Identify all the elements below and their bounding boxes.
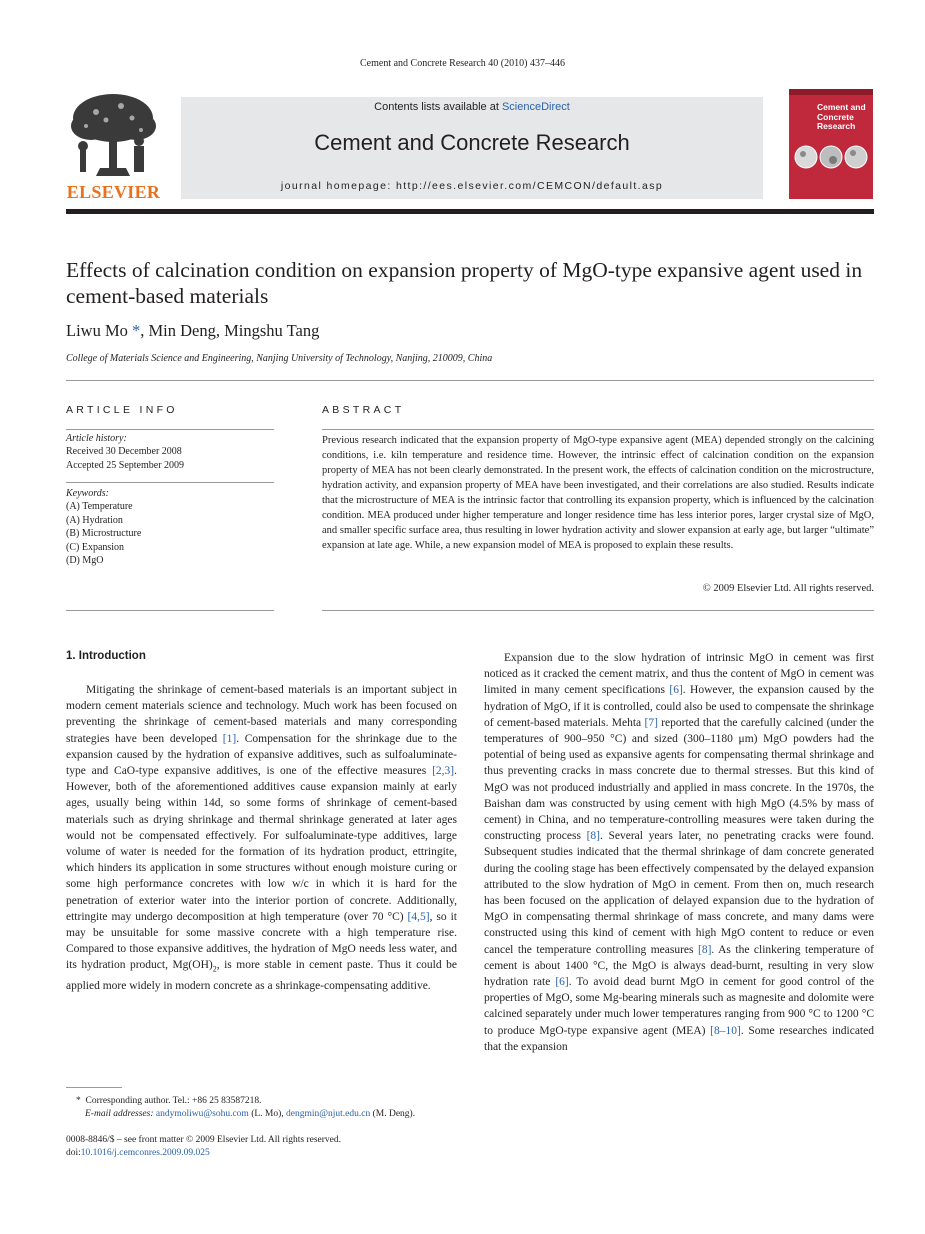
abstract-rule: [322, 429, 874, 430]
journal-homepage[interactable]: journal homepage: http://ees.elsevier.com/CEMCON/default.asp: [280, 180, 664, 192]
subscript: 2: [212, 964, 217, 974]
abstract-copyright: © 2009 Elsevier Ltd. All rights reserved.: [702, 583, 874, 594]
citation-link[interactable]: [6]: [669, 684, 683, 697]
citation-link[interactable]: [4,5]: [407, 910, 430, 923]
text-run: . Some researches indicated that the expansion: [484, 1024, 874, 1053]
elsevier-wordmark: ELSEVIER: [66, 182, 161, 202]
doi-link[interactable]: 10.1016/j.cemconres.2009.09.025: [80, 1148, 210, 1158]
sciencedirect-link[interactable]: ScienceDirect: [501, 101, 570, 113]
footnote-mark: *: [76, 1096, 81, 1106]
abstract-bottom-rule: [322, 610, 874, 611]
contents-prefix: Contents lists available at: [374, 101, 502, 113]
author-rest: , Min Deng, Mingshu Tang: [140, 321, 320, 340]
cover-title: Cement and Concrete Research: [817, 102, 866, 131]
text-run: . However, both of the aforementioned additives cause expansion mainly at early ages, usually being within 14d, so some forms of shrinkage of cement-based materials such as drying shrinkage and thermal shrinkage generated at later ages would not be compensated effectively. For sulfoaluminate-type additives, large volume of water is needed for the formation of its hydration product, ettringite, which hinders its application in some structures without enough moisture curing or some high performance concretes with low w/c in which it is hard for the penetration of exterior water into the interior portion of concrete. Additionally, ettringite may undergo decomposition at high temperature (over 70 °C): [66, 765, 457, 923]
keyword-item: (A) Temperature: [66, 501, 133, 513]
text-run: . As the clinkering temperature of cement is about 1400 °C, the MgO is always dead-burnt, resulting in very slow hydration rate: [484, 943, 874, 989]
citation-link[interactable]: [7]: [644, 716, 658, 729]
text-run: , so it may be unsuitable for some massive concrete with a high temperature rise. Compared to those expansive additives, the hydration of MgO needs less water, and its hydration product, Mg(OH): [66, 910, 457, 972]
article-info-heading: ARTICLE INFO: [66, 404, 178, 416]
text-run: Mitigating the shrinkage of cement-based materials is an important subject in modern cement materials science and technology. Much work has been focused on preventing the shrinkage of cement-based materials and many corresponding strategies have been developed: [66, 684, 457, 745]
keyword-item: (D) MgO: [66, 555, 104, 567]
author-first: Liwu Mo: [66, 321, 132, 340]
citation-link[interactable]: [2,3]: [432, 765, 455, 778]
cover-strip: [789, 89, 873, 95]
intro-left-column: [66, 682, 457, 994]
keywords-rule: [66, 482, 274, 483]
citation-link[interactable]: [8]: [586, 830, 600, 843]
text-run: . To avoid dead burnt MgO in cement for good control of the properties of MgO, some Mg-bearing minerals such as magnesite and dolomite were calcined separately under much lower temperatures ranging from 900 °C to 1200 °C to produce MgO-type expansive agent (MEA): [484, 976, 875, 1037]
issn-line: 0008-8846/$ – see front matter © 2009 Elsevier Ltd. All rights reserved.: [66, 1135, 342, 1145]
abstract-heading: ABSTRACT: [322, 404, 405, 416]
keyword-item: (C) Expansion: [66, 541, 125, 553]
cover-micrographs-icon: [793, 144, 869, 170]
elsevier-logo: [66, 88, 161, 203]
front-matter: [66, 1134, 486, 1160]
journal-cover: [789, 89, 873, 199]
doi-label: doi:: [66, 1148, 81, 1158]
keywords-block: [66, 487, 274, 567]
article-info-rule: [66, 429, 274, 430]
journal-citation: Cement and Concrete Research 40 (2010) 437–446: [360, 58, 565, 69]
abstract-text: Previous research indicated that the expansion property of MgO-type expansive agent (MEA) depended strongly on the calcining conditions, i.e. kiln temperature and residence time. However, the intrinsic effect of calcination condition on the expansion property of MEA has not been clearly demonstrated. In the present work, the effects of calcination condition on the microstructure, hydration activity, and expansion property of MEA have been investigated, and their correlations are also studied. Results indicate that the microstructure of MEA is the intrinsic factor that controlling its expansion property, which is influenced by the calcination condition. MEA produced under higher temperature and longer residence time has less interior pores, larger crystal size of MgO, and smaller specific surface area, thus resulting in lower hydration activity and slower expansion at early age, but larger “ultimate” expansion at late age. While, a new expansion model of MEA is proposed to explain these results.: [322, 435, 874, 551]
history-label: Article history:: [66, 433, 127, 444]
text-run: Expansion due to the slow hydration of intrinsic MgO in cement was first noticed as it cracked the cement matrix, and thus the content of MgO in cement was limited in many cement specifications: [484, 652, 874, 697]
email-label: E-mail addresses:: [85, 1109, 156, 1119]
citation-link[interactable]: [8–10]: [710, 1024, 741, 1037]
email-link[interactable]: dengmin@njut.edu.cn: [286, 1109, 371, 1119]
corresponding-author-link[interactable]: *: [132, 321, 141, 340]
elsevier-tree-icon: [66, 88, 161, 183]
article-history: [66, 432, 274, 472]
article-title: Effects of calcination condition on expansion property of MgO-type expansive agent used in cement-based materials: [66, 258, 863, 308]
email-owner: (L. Mo),: [248, 1109, 287, 1119]
intro-right-column: [484, 650, 874, 1055]
affiliation: College of Materials Science and Engineering, Nanjing University of Technology, Nanjing, 210009, China: [66, 353, 493, 364]
title-rule: [66, 380, 874, 381]
citation-link[interactable]: [6]: [555, 976, 569, 989]
footnote-rule: [66, 1087, 122, 1088]
journal-banner: [181, 97, 763, 199]
accepted-date: Accepted 25 September 2009: [66, 459, 185, 471]
section-heading-introduction: 1. Introduction: [66, 650, 146, 662]
journal-name: Cement and Concrete Research: [314, 130, 630, 155]
contents-line: [181, 101, 763, 113]
text-run: . However, the expansion caused by the hydration of MgO, if it is controlled, could also be used to compensate the shrinkage of cement-based materials. Mehta: [484, 684, 874, 729]
text-run: reported that the carefully calcined (under the temperatures of 900–950 °C) and sized (300–1180 μm) MgO powders had the potential of being used as expansive agents for compensating thermal shrinkage and thus preventing cracks in mass concrete due to thermal stresses. But this kind of MgO was not produced industrially and applied in mass concrete. In the 1970s, the Baishan dam was constructed by using cement with high MgO (4.5% by mass of cement) in China, and no temperature-controlling measures were taken during the constructing process: [484, 716, 874, 843]
citation-link[interactable]: [1]: [222, 732, 237, 745]
text-run: , is more stable in cement paste. Thus it could be applied more widely in modern concrete as a shrinkage-compensating additive.: [66, 959, 457, 992]
intro-paragraph-2: [484, 650, 874, 1055]
text-run: . Compensation for the shrinkage due to the expansion caused by the hydration of expansive additives, such as sulfoaluminate-type and CaO-type expansive additives, is one of the effective measures: [66, 732, 457, 778]
email-link[interactable]: andymoliwu@sohu.com: [155, 1109, 249, 1119]
keyword-item: (A) Hydration: [66, 514, 123, 526]
author-list: [66, 321, 319, 341]
article-info-bottom-rule: [66, 610, 274, 611]
intro-paragraph-1: [66, 682, 457, 994]
text-run: . Several years later, no penetrating cracks were found. Subsequent studies indicated that the thermal shrinkage of dam concrete generated during the cooling stage has been effectively compensated by the delayed expansion attributed to the slow hydration of MgO in cement. From then on, much research has been focused on the application of delayed expansion due to the hydration of MgO in compensating thermal shrinkage of mass concrete, and many dams were constructed using this kind of cement with high MgO content to reduce or even cancel the temperature controlling measures: [484, 830, 874, 956]
keywords-label: Keywords:: [66, 488, 109, 499]
received-date: Received 30 December 2008: [66, 446, 182, 458]
corresponding-author-note: Corresponding author. Tel.: +86 25 83587218.: [85, 1096, 262, 1106]
corresponding-footnote: [76, 1095, 466, 1121]
keyword-item: (B) Microstructure: [66, 528, 142, 540]
header-rule: [66, 209, 874, 214]
citation-link[interactable]: [8]: [697, 943, 712, 956]
email-owner: (M. Deng).: [370, 1109, 416, 1119]
